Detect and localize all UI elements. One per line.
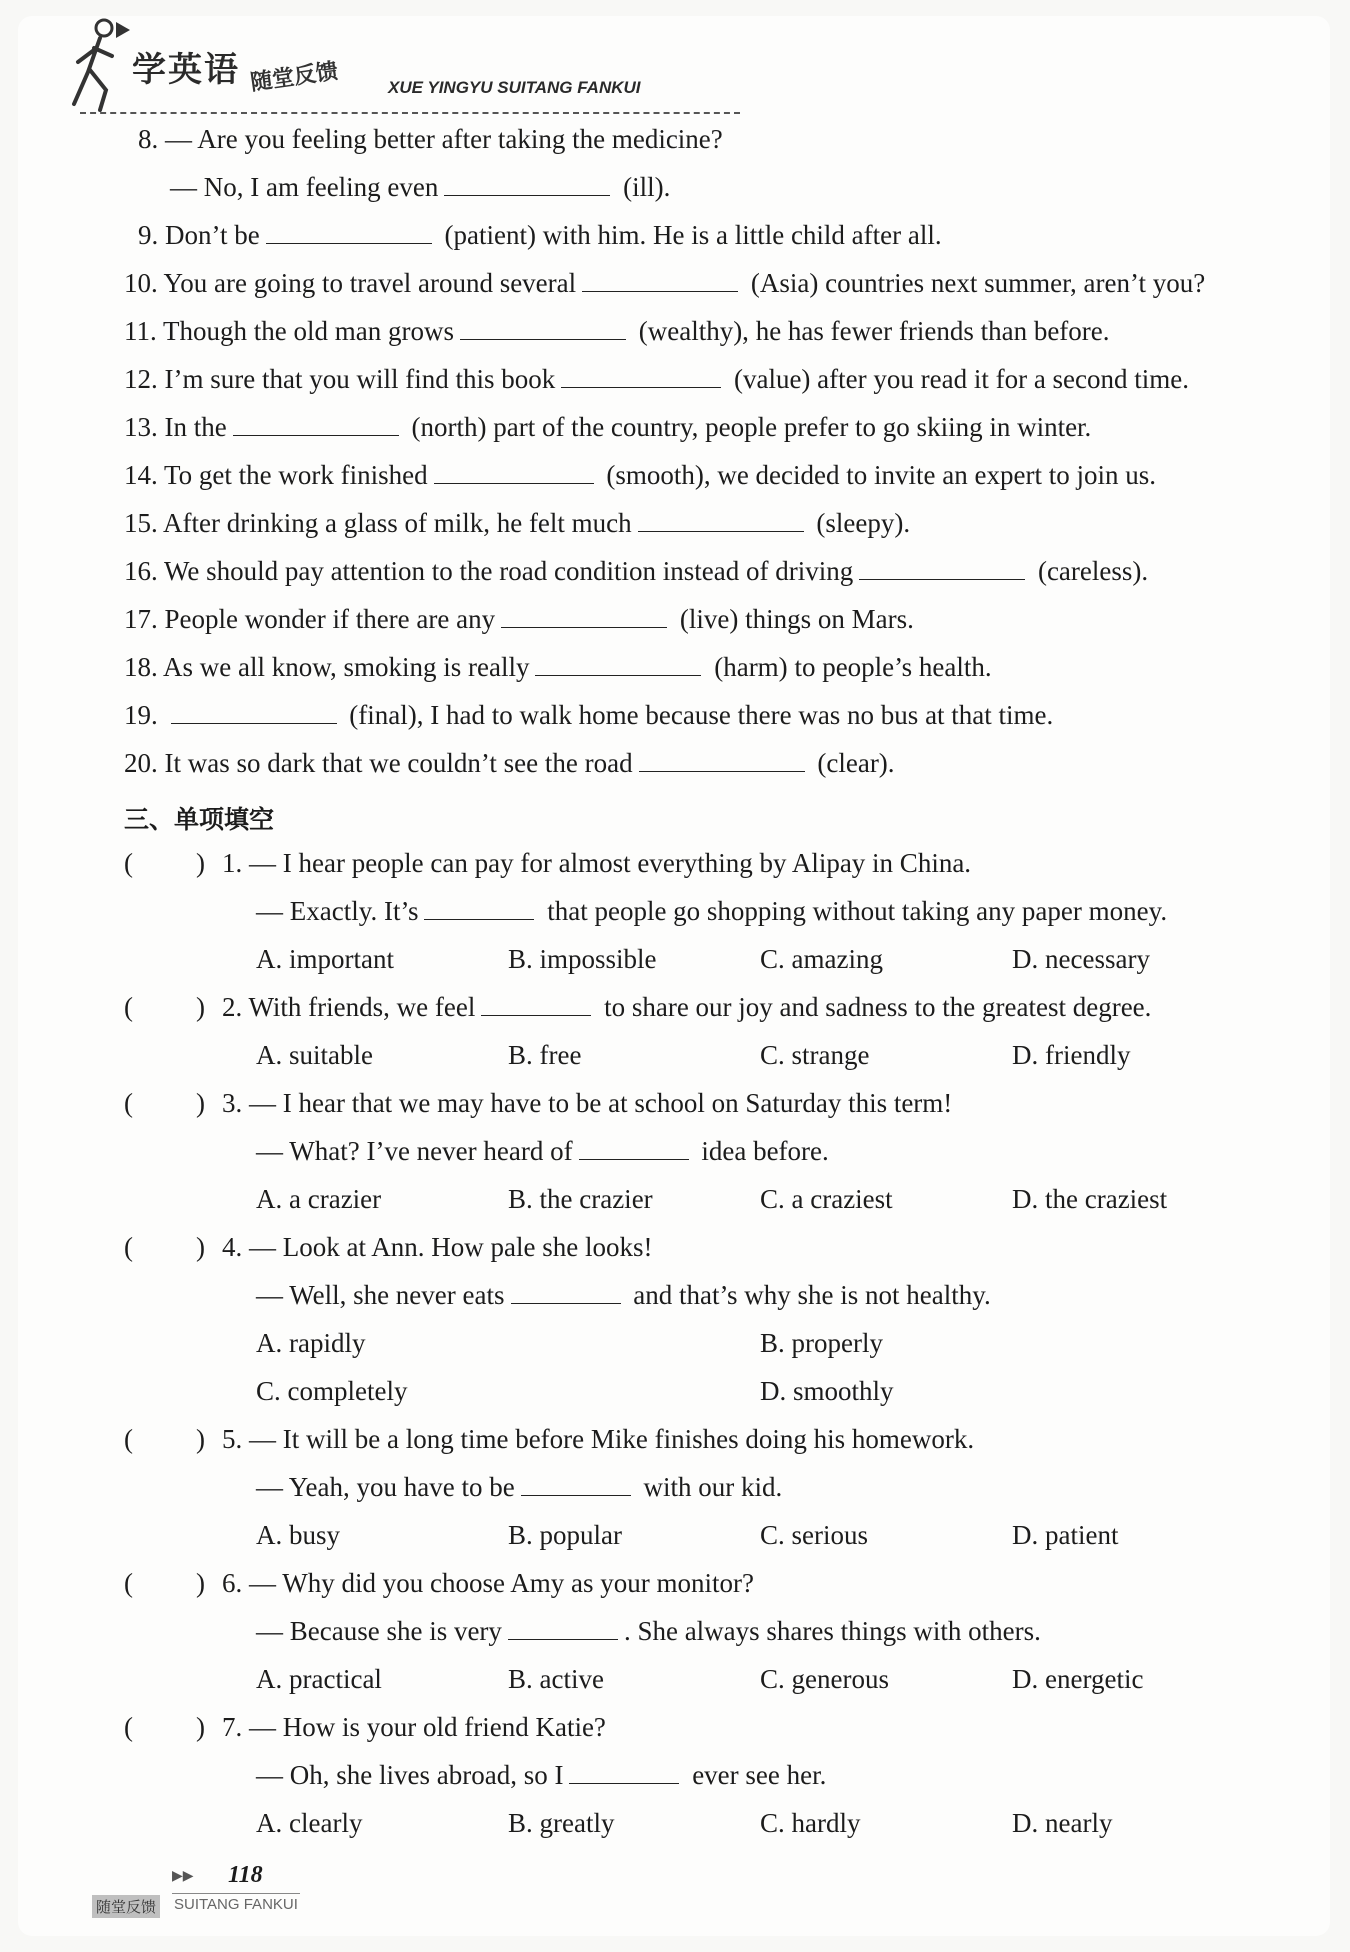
answer-paren-open[interactable]: ( — [124, 1568, 133, 1598]
item-text: — No, I am feeling even — [170, 172, 439, 202]
answer-paren-close[interactable]: ) — [196, 1568, 205, 1598]
mc-question-line — [222, 848, 971, 879]
item-hint: (Asia) — [750, 268, 819, 298]
item-text: People wonder if there are any — [164, 604, 496, 634]
answer-blank[interactable] — [481, 1014, 591, 1016]
item-text: things on Mars. — [745, 604, 914, 634]
fill-item-18 — [124, 652, 992, 683]
answer-paren-open[interactable]: ( — [124, 992, 133, 1022]
option-a[interactable]: A. a crazier — [256, 1184, 382, 1214]
question-text: that people go shopping without taking any paper money. — [547, 896, 1168, 926]
option-c[interactable]: C. completely — [256, 1376, 408, 1406]
option-b[interactable]: B. popular — [508, 1520, 622, 1550]
question-number: 4. — [222, 1232, 243, 1262]
mc-question-line — [256, 1472, 782, 1503]
question-text: with our kid. — [643, 1472, 783, 1502]
option-c[interactable]: C. a craziest — [760, 1184, 893, 1214]
option-c[interactable]: C. hardly — [760, 1808, 861, 1838]
fill-item-12 — [124, 364, 1189, 395]
answer-paren-open[interactable]: ( — [124, 848, 133, 878]
item-text: We should pay attention to the road condition instead of driving — [164, 556, 854, 586]
item-text: It was so dark that we couldn’t see the road — [164, 748, 633, 778]
item-hint: (smooth), — [606, 460, 711, 490]
answer-paren-close[interactable]: ) — [196, 1232, 205, 1262]
item-hint: (live) — [679, 604, 739, 634]
item-text: I’m sure that you will find this book — [164, 364, 556, 394]
fill-item-13 — [124, 412, 1091, 443]
item-number: 10. — [124, 268, 158, 298]
answer-blank[interactable] — [233, 434, 399, 436]
answer-paren-close[interactable]: ) — [196, 1088, 205, 1118]
answer-paren-open[interactable]: ( — [124, 1424, 133, 1454]
option-d[interactable]: D. friendly — [1012, 1040, 1131, 1070]
question-number: 6. — [222, 1568, 243, 1598]
option-c[interactable]: C. generous — [760, 1664, 889, 1694]
question-text: With friends, we feel — [248, 992, 476, 1022]
runner-logo-icon — [60, 12, 140, 112]
page-paper — [18, 16, 1330, 1936]
question-number: 2. — [222, 992, 243, 1022]
item-text: he has fewer friends than before. — [755, 316, 1110, 346]
answer-blank[interactable] — [569, 1782, 679, 1784]
item-text: I had to walk home because there was no bus at that time. — [430, 700, 1054, 730]
answer-blank[interactable] — [521, 1494, 631, 1496]
mc-question-line — [256, 1616, 1041, 1647]
item-number: 13. — [124, 412, 158, 442]
answer-paren-open[interactable]: ( — [124, 1232, 133, 1262]
option-a[interactable]: A. suitable — [256, 1040, 373, 1070]
question-text: . She always shares things with others. — [623, 1616, 1041, 1646]
item-text: we decided to invite an expert to join us. — [717, 460, 1156, 490]
fill-item-17 — [124, 604, 914, 635]
question-text: to share our joy and sadness to the greatest degree. — [604, 992, 1152, 1022]
answer-blank[interactable] — [460, 338, 626, 340]
answer-paren-close[interactable]: ) — [196, 1424, 205, 1454]
question-number: 5. — [222, 1424, 243, 1454]
question-text: idea before. — [701, 1136, 829, 1166]
answer-blank[interactable] — [434, 482, 594, 484]
option-d[interactable]: D. energetic — [1012, 1664, 1144, 1694]
option-d[interactable]: D. smoothly — [760, 1376, 894, 1406]
item-text: Don’t be — [165, 220, 260, 250]
option-c[interactable]: C. serious — [760, 1520, 868, 1550]
mc-question-line — [256, 1760, 826, 1791]
item-number: 12. — [124, 364, 158, 394]
item-hint: (careless). — [1037, 556, 1149, 586]
option-d[interactable]: D. patient — [1012, 1520, 1119, 1550]
item-number: 18. — [124, 652, 158, 682]
question-number: 1. — [222, 848, 243, 878]
header-divider — [80, 112, 740, 114]
item-text: — Are you feeling better after taking the medicine? — [165, 124, 723, 154]
fill-item-10 — [124, 268, 1205, 299]
fill-item-8 — [138, 124, 723, 155]
mc-question-line — [222, 1232, 652, 1263]
item-number: 19. — [124, 700, 158, 730]
fill-item-15 — [124, 508, 910, 539]
item-hint: (harm) — [714, 652, 788, 682]
question-number: 7. — [222, 1712, 243, 1742]
answer-paren-close[interactable]: ) — [196, 1712, 205, 1742]
answer-paren-open[interactable]: ( — [124, 1088, 133, 1118]
option-b[interactable]: B. greatly — [508, 1808, 615, 1838]
option-b[interactable]: B. free — [508, 1040, 582, 1070]
item-text: after you read it for a second time. — [817, 364, 1190, 394]
option-a[interactable]: A. busy — [256, 1520, 341, 1550]
header-title-cn: 学英语 — [132, 50, 240, 90]
item-text: To get the work finished — [164, 460, 428, 490]
item-number: 11. — [124, 316, 157, 346]
page-header — [60, 12, 710, 122]
item-number: 15. — [124, 508, 158, 538]
item-hint: (ill). — [623, 172, 671, 202]
answer-blank[interactable] — [508, 1638, 618, 1640]
option-d[interactable]: D. nearly — [1012, 1808, 1113, 1838]
item-text: to people’s health. — [794, 652, 992, 682]
mc-question-line — [222, 992, 1151, 1023]
question-text: — Well, she never eats — [256, 1280, 505, 1310]
question-text: — What? I’ve never heard of — [256, 1136, 573, 1166]
question-text: — Because she is very — [256, 1616, 502, 1646]
answer-blank[interactable] — [582, 290, 738, 292]
mc-question-line — [222, 1568, 754, 1599]
item-text: part of the country, people prefer to go skiing in winter. — [493, 412, 1092, 442]
option-b[interactable]: B. properly — [760, 1328, 883, 1358]
footer-divider — [172, 1893, 300, 1894]
fill-item-8-answer — [170, 172, 670, 203]
option-d[interactable]: D. necessary — [1012, 944, 1150, 974]
item-number: 14. — [124, 460, 158, 490]
option-d[interactable]: D. the craziest — [1012, 1184, 1168, 1214]
question-text: — How is your old friend Katie? — [249, 1712, 606, 1742]
answer-blank[interactable] — [859, 578, 1025, 580]
option-b[interactable]: B. impossible — [508, 944, 657, 974]
question-text: — Yeah, you have to be — [256, 1472, 515, 1502]
question-text: — Oh, she lives abroad, so I — [256, 1760, 564, 1790]
option-a[interactable]: A. clearly — [256, 1808, 363, 1838]
question-text: — Look at Ann. How pale she looks! — [249, 1232, 653, 1262]
item-text: with him. He is a little child after all. — [542, 220, 942, 250]
item-text: countries next summer, aren’t you? — [825, 268, 1206, 298]
item-hint: (clear). — [817, 748, 895, 778]
fill-item-14 — [124, 460, 1156, 491]
option-c[interactable]: C. amazing — [760, 944, 883, 974]
question-text: — I hear people can pay for almost everything by Alipay in China. — [249, 848, 972, 878]
answer-paren-close[interactable]: ) — [196, 992, 205, 1022]
item-text: Though the old man grows — [163, 316, 454, 346]
mc-question-line — [222, 1424, 974, 1455]
item-number: 8. — [138, 124, 159, 154]
item-number: 20. — [124, 748, 158, 778]
question-text: and that’s why she is not healthy. — [633, 1280, 991, 1310]
mc-question-line — [222, 1712, 606, 1743]
item-hint: (patient) — [444, 220, 536, 250]
item-hint: (final), — [349, 700, 424, 730]
page-number: 118 — [228, 1862, 263, 1888]
section-title: 三、单项填空 — [124, 805, 275, 834]
item-hint: (north) — [411, 412, 487, 442]
fill-item-19 — [124, 700, 1053, 731]
answer-blank[interactable] — [511, 1302, 621, 1304]
item-hint: (value) — [733, 364, 811, 394]
mc-question-line — [256, 1136, 829, 1167]
answer-blank[interactable] — [266, 242, 432, 244]
answer-blank[interactable] — [501, 626, 667, 628]
item-hint: (wealthy), — [638, 316, 749, 346]
fill-item-20 — [124, 748, 895, 779]
answer-blank[interactable] — [639, 770, 805, 772]
question-text: — Why did you choose Amy as your monitor? — [249, 1568, 754, 1598]
item-number: 16. — [124, 556, 158, 586]
answer-blank[interactable] — [424, 918, 534, 920]
option-a[interactable]: A. practical — [256, 1664, 382, 1694]
answer-blank[interactable] — [638, 530, 804, 532]
answer-blank[interactable] — [579, 1158, 689, 1160]
item-number: 17. — [124, 604, 158, 634]
question-number: 3. — [222, 1088, 243, 1118]
option-c[interactable]: C. strange — [760, 1040, 870, 1070]
mc-question-line — [256, 1280, 991, 1311]
option-a[interactable]: A. important — [256, 944, 394, 974]
option-b[interactable]: B. active — [508, 1664, 604, 1694]
question-text: — It will be a long time before Mike finishes doing his homework. — [249, 1424, 975, 1454]
option-a[interactable]: A. rapidly — [256, 1328, 366, 1358]
item-text: After drinking a glass of milk, he felt much — [163, 508, 632, 538]
answer-blank[interactable] — [171, 722, 337, 724]
answer-paren-open[interactable]: ( — [124, 1712, 133, 1742]
item-hint: (sleepy). — [816, 508, 911, 538]
header-subtitle-cn: 随堂反馈 — [248, 58, 340, 96]
question-text: — I hear that we may have to be at school on Saturday this term! — [249, 1088, 953, 1118]
item-text: As we all know, smoking is really — [163, 652, 530, 682]
fill-item-16 — [124, 556, 1148, 587]
mc-question-line — [256, 896, 1167, 927]
question-text: ever see her. — [692, 1760, 827, 1790]
answer-blank[interactable] — [561, 386, 721, 388]
header-title-en: XUE YINGYU SUITANG FANKUI — [388, 78, 641, 97]
fill-item-11 — [124, 316, 1110, 347]
answer-blank[interactable] — [444, 194, 610, 196]
answer-blank[interactable] — [535, 674, 701, 676]
footer-tag-cn: 随堂反馈 — [92, 1895, 160, 1918]
item-number: 9. — [138, 220, 159, 250]
double-arrow-icon: ▶▶ — [172, 1869, 194, 1884]
item-text: In the — [164, 412, 227, 442]
item-text: You are going to travel around several — [163, 268, 577, 298]
fill-item-9 — [138, 220, 942, 251]
option-b[interactable]: B. the crazier — [508, 1184, 653, 1214]
footer-tag-en: SUITANG FANKUI — [174, 1896, 298, 1913]
mc-question-line — [222, 1088, 952, 1119]
answer-paren-close[interactable]: ) — [196, 848, 205, 878]
question-text: — Exactly. It’s — [256, 896, 419, 926]
